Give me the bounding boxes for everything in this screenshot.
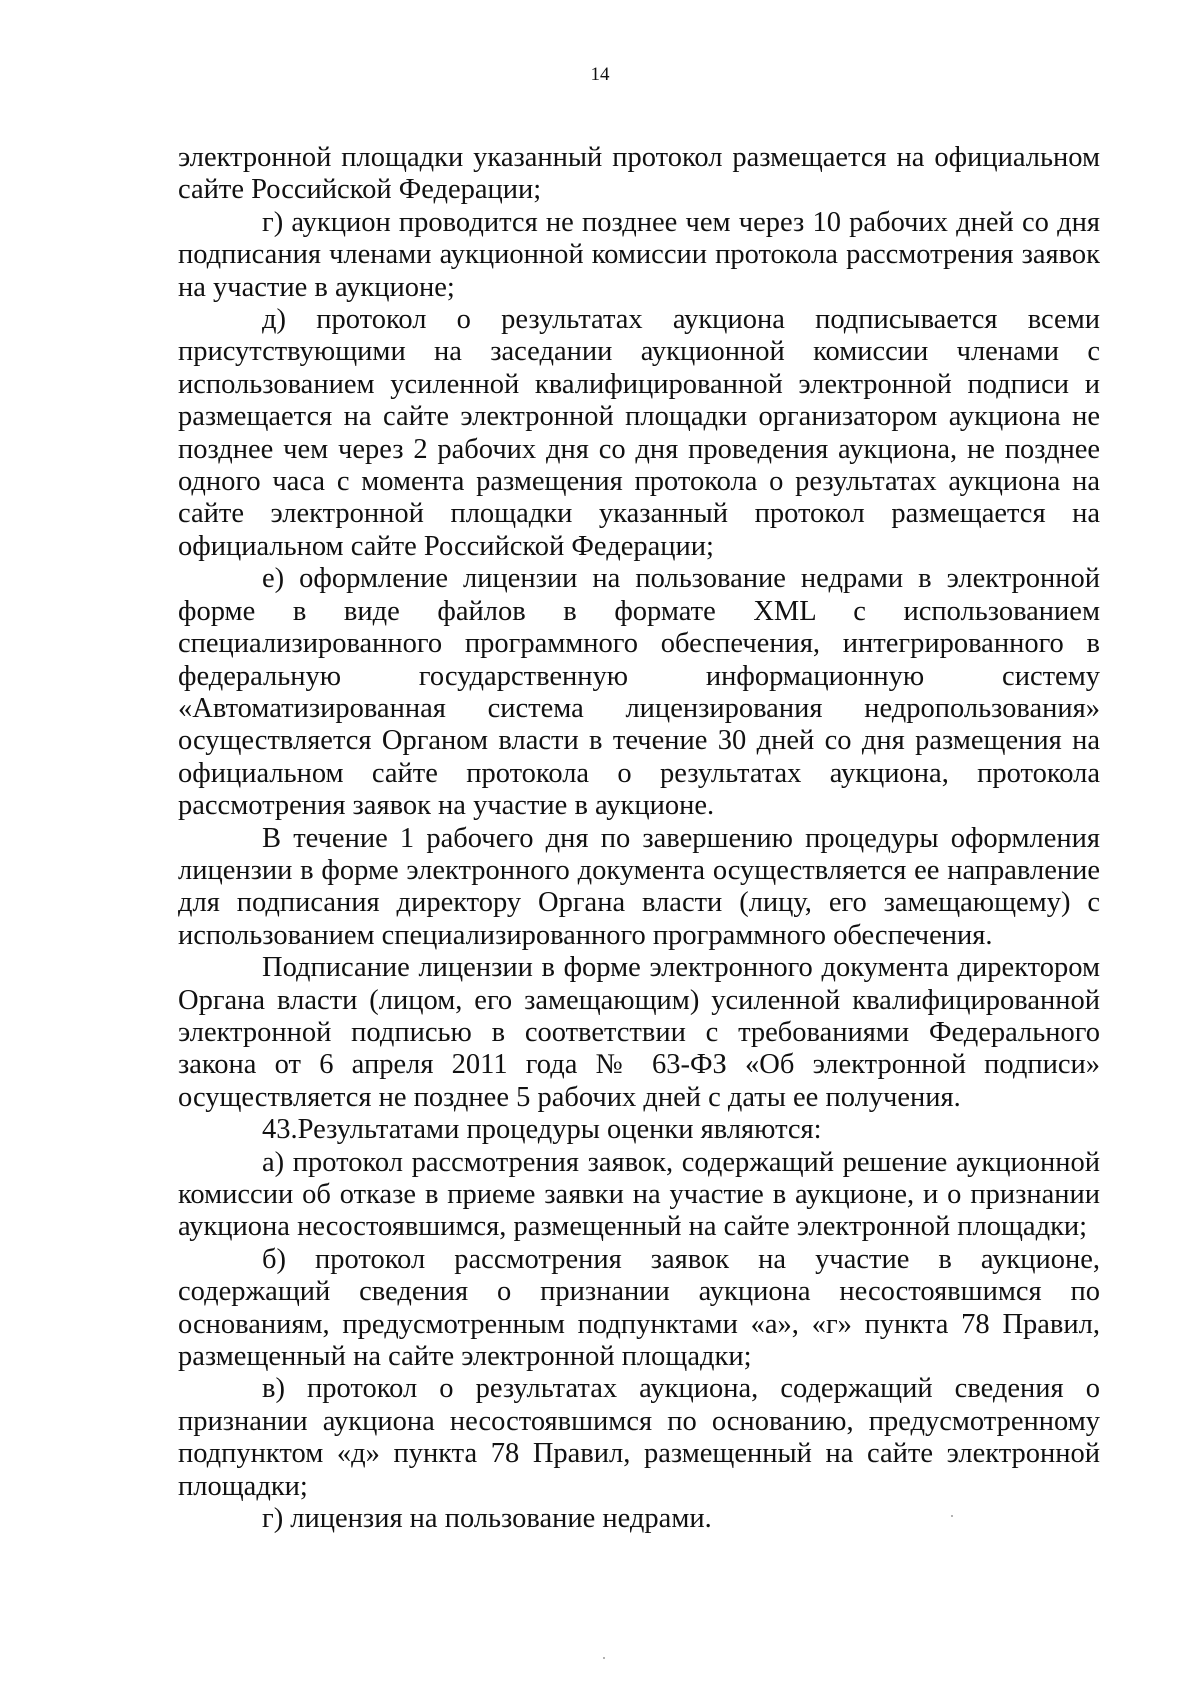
paragraph-43-item-b: б) протокол рассмотрения заявок на участие в аукционе, содержащий сведения о признании аукциона несостоявшимся по основаниям, предусмотренным подпунктами «а», «г» пункта 78 Правил, размещенный на сайте электронной площадки; [178, 1243, 1100, 1373]
paragraph-43-item-a: а) протокол рассмотрения заявок, содержащий решение аукционной комиссии об отказе в приеме заявки на участие в аукционе, и о признании аукциона несостоявшимся, размещенный на сайте электронной площадки; [178, 1146, 1100, 1243]
paragraph-license-signing-referral: В течение 1 рабочего дня по завершению процедуры оформления лицензии в форме электронного документа осуществляется ее направление для подписания директору Органа власти (лицу, его замещающему) с использованием специализированного программного обеспечения. [178, 822, 1100, 951]
paragraph-item-e-license-issuance: е) оформление лицензии на пользование недрами в электронной форме в виде файлов в формате XML с использованием специализированного программного обеспечения, интегрированного в федеральную государственную информационную систему «Автоматизированная система лицензирования недропользования» осуществляется Органом власти в течение 30 дней со дня размещения на официальном сайте протокола о результатах аукциона, протокола рассмотрения заявок на участие в аукционе. [178, 563, 1100, 822]
paragraph-continuation: электронной площадки указанный протокол размещается на официальном сайте Российской Федерации; [178, 142, 1100, 206]
paragraph-43-item-g: г) лицензия на пользование недрами. [262, 1503, 712, 1535]
paragraph-43-results-heading: 43.Результатами процедуры оценки являются: [262, 1114, 822, 1146]
page-number: 14 [590, 64, 610, 85]
paragraph-43-item-v: в) протокол о результатах аукциона, содержащий сведения о признании аукциона несостоявшимся по основанию, предусмотренному подпунктом «д» пункта 78 Правил, размещенный на сайте электронной площадки; [178, 1373, 1100, 1502]
scan-speck [603, 1657, 605, 1659]
document-body [178, 142, 1100, 1535]
paragraph-item-d-auction-protocol: д) протокол о результатах аукциона подписывается всеми присутствующими на заседании аукционной комиссии членами с использованием усиленной квалифицированной электронной подписи и размещается на сайте электронной площадки организатором аукциона не позднее чем через 2 рабочих дня со дня проведения аукциона, не позднее одного часа с момента размещения протокола о результатах аукциона на сайте электронной площадки указанный протокол размещается на официальном сайте Российской Федерации; [178, 304, 1100, 562]
paragraph-license-signing: Подписание лицензии в форме электронного документа директором Органа власти (лицом, его замещающим) усиленной квалифицированной электронной подписью в соответствии с требованиями Федерального закона от 6 апреля 2011 года № 63-ФЗ «Об электронной подписи» осуществляется не позднее 5 рабочих дней с даты ее получения. [178, 952, 1100, 1113]
paragraph-item-g-auction-deadline: г) аукцион проводится не позднее чем через 10 рабочих дней со дня подписания членами аукционной комиссии протокола рассмотрения заявок на участие в аукционе; [178, 206, 1100, 303]
scan-speck [951, 1515, 953, 1517]
